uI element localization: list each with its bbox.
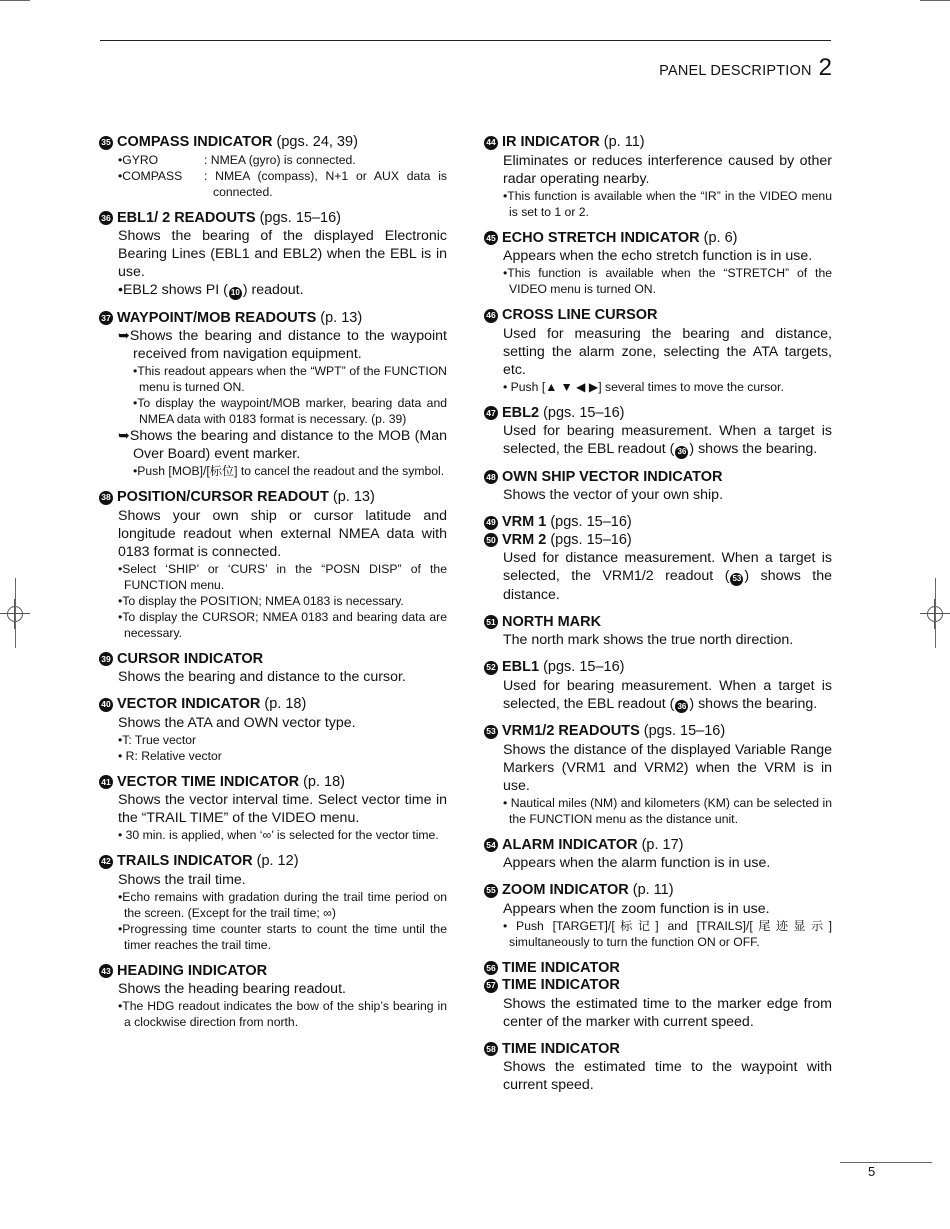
item-number-badge: 44 <box>484 136 498 150</box>
bullet-item: •T: True vector <box>118 732 197 747</box>
bullet-item: •This function is available when the “STRETCH” of the VIDEO menu is turned ON. <box>503 266 832 296</box>
page-header <box>659 54 832 82</box>
page-ref: (p. 11) <box>632 882 674 898</box>
bullet-item: • Push [TARGET]/[标记] and [TRAILS]/[尾迹显示] simultaneously to turn the function ON or OFF. <box>503 918 832 949</box>
section-title: VRM1/2 READOUTS <box>502 723 640 739</box>
section-title: TIME INDICATOR <box>502 959 620 976</box>
inline-number-badge: 36 <box>675 446 688 459</box>
page-ref: (p. 13) <box>320 309 363 326</box>
section-58 <box>484 1041 832 1095</box>
section-description: Shows your own ship or cursor latitude and longitude readout when external NMEA data with 0183 format is connected. <box>118 507 447 560</box>
page-ref: (pgs. 15–16) <box>543 659 625 675</box>
bullet-item: • R: Relative vector <box>118 748 222 763</box>
bullet-item: •To display the waypoint/MOB marker, bearing data and NMEA data with 0183 format is necessary. (p. 39) <box>133 396 447 426</box>
section-description: The north mark shows the true north direction. <box>503 632 794 648</box>
section-title: VECTOR INDICATOR <box>117 696 261 712</box>
section-46 <box>484 307 832 395</box>
section-35 <box>99 134 447 200</box>
section-44 <box>484 134 832 220</box>
page-ref: (p. 11) <box>603 134 645 150</box>
section-title: CURSOR INDICATOR <box>117 650 264 667</box>
section-description: Eliminates or reduces interference caused by other radar operating nearby. <box>503 152 832 187</box>
page-ref: (p. 12) <box>256 853 299 869</box>
bullet-item: •The HDG readout indicates the bow of the ship’s bearing in a clockwise direction from north. <box>118 999 447 1029</box>
row-value: : NMEA (compass), N+1 or AUX data is connected. <box>204 168 447 199</box>
section-description: Appears when the zoom function is in use. <box>503 900 770 917</box>
item-number-badge: 50 <box>484 533 498 547</box>
text-part: Used for bearing measurement. When a target is selected, the EBL readout ( <box>503 677 832 712</box>
bullet-item: •This readout appears when the “WPT” of the FUNCTION menu is turned ON. <box>133 364 447 394</box>
section-title: ALARM INDICATOR <box>502 836 638 853</box>
bullet-item: • Nautical miles (NM) and kilometers (KM) can be selected in the FUNCTION menu as the distance unit. <box>503 795 832 826</box>
page-ref: (p. 13) <box>332 489 375 505</box>
section-description <box>484 422 832 459</box>
crop-line-left <box>15 578 16 648</box>
text-part: ) shows the bearing. <box>689 695 818 712</box>
bullet-item: • 30 min. is applied, when ‘∞’ is selected for the vector time. <box>118 828 439 842</box>
bullet-item: •To display the POSITION; NMEA 0183 is necessary. <box>118 593 404 608</box>
section-description: Appears when the echo stretch function is in use. <box>503 248 813 264</box>
page-ref: (p. 6) <box>703 229 738 246</box>
section-title: EBL1 <box>502 659 540 675</box>
item-number-badge: 53 <box>484 725 498 739</box>
section-description: Shows the bearing and distance to the cursor. <box>118 669 406 685</box>
page-number: 5 <box>868 1164 876 1179</box>
section-42 <box>99 853 447 953</box>
page-ref: (pgs. 24, 39) <box>276 134 358 150</box>
footer-rule <box>840 1162 932 1163</box>
item-number-badge: 35 <box>99 136 113 150</box>
section-description: Shows the vector interval time. Select vector time in the “TRAIL TIME” of the VIDEO menu. <box>118 792 447 826</box>
section-55 <box>484 882 832 950</box>
arrow-item: ➥Shows the bearing and distance to the waypoint received from navigation equipment. <box>118 328 447 362</box>
item-number-badge: 40 <box>99 698 113 712</box>
text-part: Used for bearing measurement. When a target is selected, the EBL readout ( <box>503 423 832 457</box>
section-description: Shows the ATA and OWN vector type. <box>118 714 356 731</box>
bullet-item: •Select ‘SHIP’ or ‘CURS’ in the “POSN DISP” of the FUNCTION menu. <box>118 561 447 592</box>
section-48 <box>484 469 832 505</box>
section-56-57 <box>484 960 832 1031</box>
section-title: IR INDICATOR <box>502 134 600 150</box>
section-52 <box>484 659 832 713</box>
row-key: •COMPASS <box>118 168 183 183</box>
section-title: EBL1/ 2 READOUTS <box>117 209 256 226</box>
section-title: POSITION/CURSOR READOUT <box>117 489 329 505</box>
section-45 <box>484 230 832 298</box>
section-description: Shows the distance of the displayed Variable Range Markers (VRM1 and VRM2) when the VRM is in use. <box>503 741 832 794</box>
bullet-item: •Progressing time counter starts to count the time until the timer reaches the trail time. <box>118 921 447 952</box>
bullet-item: • Push [▲ ▼ ◀ ▶] several times to move the cursor. <box>503 379 784 394</box>
section-title: EBL2 <box>502 404 540 421</box>
bullet-item: •Push [MOB]/[标位] to cancel the readout and the symbol. <box>133 464 445 478</box>
section-39 <box>99 651 447 687</box>
item-number-badge: 49 <box>484 516 498 530</box>
section-38 <box>99 489 447 641</box>
page-ref: (pgs. 15–16) <box>543 404 625 421</box>
section-54 <box>484 837 832 873</box>
inline-number-badge: 10 <box>229 287 242 300</box>
item-number-badge: 43 <box>99 964 113 978</box>
item-number-badge: 46 <box>484 309 498 323</box>
section-description: Shows the vector of your own ship. <box>503 487 724 503</box>
text-part: ) shows the bearing. <box>689 441 818 457</box>
section-description-2 <box>99 281 447 300</box>
section-title: TIME INDICATOR <box>502 977 620 993</box>
section-description: Used for measuring the bearing and distance, setting the alarm zone, selecting the ATA targets, etc. <box>503 325 832 378</box>
bullet-item: •This function is available when the “IR” in the VIDEO menu is set to 1 or 2. <box>503 188 832 219</box>
section-title: ZOOM INDICATOR <box>502 882 629 898</box>
section-description: Shows the estimated time to the marker edge from center of the marker with current speed. <box>503 995 832 1030</box>
crop-mark-tr <box>920 0 950 1</box>
section-description: Appears when the alarm function is in use. <box>503 855 771 871</box>
text-part: •EBL2 shows PI ( <box>118 282 228 298</box>
left-column <box>99 134 447 1040</box>
inline-number-badge: 53 <box>730 573 743 586</box>
section-title: ECHO STRETCH INDICATOR <box>502 229 700 246</box>
item-number-badge: 47 <box>484 406 498 420</box>
section-description: Shows the trail time. <box>118 871 246 888</box>
section-53 <box>484 723 832 827</box>
item-number-badge: 42 <box>99 855 113 869</box>
page-ref: (pgs. 15–16) <box>643 723 726 739</box>
text-part: ) readout. <box>242 282 304 298</box>
page-ref: (pgs. 15–16) <box>550 514 632 530</box>
bullet-item: •Echo remains with gradation during the trail time period on the screen. (Except for the trail time; ∞) <box>118 889 447 920</box>
section-title: TIME INDICATOR <box>502 1040 620 1057</box>
section-title: VRM 1 <box>502 514 547 530</box>
page-ref: (pgs. 15–16) <box>259 209 342 226</box>
item-number-badge: 54 <box>484 838 498 852</box>
item-number-badge: 55 <box>484 884 498 898</box>
arrow-item: ➥Shows the bearing and distance to the MOB (Man Over Board) event marker. <box>118 428 447 462</box>
top-rule <box>100 40 831 41</box>
item-number-badge: 52 <box>484 661 498 675</box>
text-part: Used for distance measurement. When a target is selected, the VRM1/2 readout ( <box>503 550 832 584</box>
section-title: VRM 2 <box>502 531 547 548</box>
section-title: TRAILS INDICATOR <box>117 853 253 869</box>
header-title: PANEL DESCRIPTION <box>659 63 812 79</box>
item-number-badge: 58 <box>484 1042 498 1056</box>
page-ref: (p. 17) <box>641 836 684 853</box>
section-49-50 <box>484 514 832 604</box>
section-41 <box>99 774 447 844</box>
section-description: Shows the estimated time to the waypoint with current speed. <box>503 1059 832 1093</box>
section-43 <box>99 963 447 1031</box>
page-ref: (p. 18) <box>264 696 307 712</box>
item-number-badge: 48 <box>484 470 498 484</box>
chapter-number: 2 <box>818 54 832 81</box>
inline-number-badge: 36 <box>675 700 688 713</box>
section-description <box>484 549 832 604</box>
section-title: OWN SHIP VECTOR INDICATOR <box>502 468 723 485</box>
section-51 <box>484 614 832 650</box>
crop-line-right <box>935 578 936 648</box>
row-value: : NMEA (gyro) is connected. <box>204 152 356 167</box>
section-description <box>484 677 832 714</box>
section-title: HEADING INDICATOR <box>117 962 268 979</box>
item-number-badge: 56 <box>484 961 498 975</box>
item-number-badge: 39 <box>99 652 113 666</box>
section-description: Shows the bearing of the displayed Electronic Bearing Lines (EBL1 and EBL2) when the EBL is in use. <box>118 228 447 280</box>
item-number-badge: 38 <box>99 491 113 505</box>
row-key: •GYRO <box>118 152 159 167</box>
section-47 <box>484 405 832 459</box>
item-number-badge: 37 <box>99 311 113 325</box>
section-40 <box>99 696 447 764</box>
section-title: NORTH MARK <box>502 613 602 630</box>
page-ref: (p. 18) <box>303 773 345 790</box>
section-37 <box>99 310 447 480</box>
section-title: WAYPOINT/MOB READOUTS <box>117 309 317 326</box>
section-36 <box>99 210 447 300</box>
text-part: ) shows the distance. <box>503 568 832 603</box>
section-title: COMPASS INDICATOR <box>117 134 273 150</box>
section-title: CROSS LINE CURSOR <box>502 307 658 323</box>
item-number-badge: 36 <box>99 211 113 225</box>
bullet-item: •To display the CURSOR; NMEA 0183 and bearing data are necessary. <box>118 609 447 640</box>
item-number-badge: 51 <box>484 615 498 629</box>
item-number-badge: 45 <box>484 231 498 245</box>
page-ref: (pgs. 15–16) <box>550 531 632 548</box>
section-title: VECTOR TIME INDICATOR <box>117 773 300 790</box>
item-number-badge: 57 <box>484 979 498 993</box>
section-description: Shows the heading bearing readout. <box>118 981 346 997</box>
crop-mark-tl <box>0 0 30 1</box>
item-number-badge: 41 <box>99 775 113 789</box>
right-column <box>484 134 832 1104</box>
